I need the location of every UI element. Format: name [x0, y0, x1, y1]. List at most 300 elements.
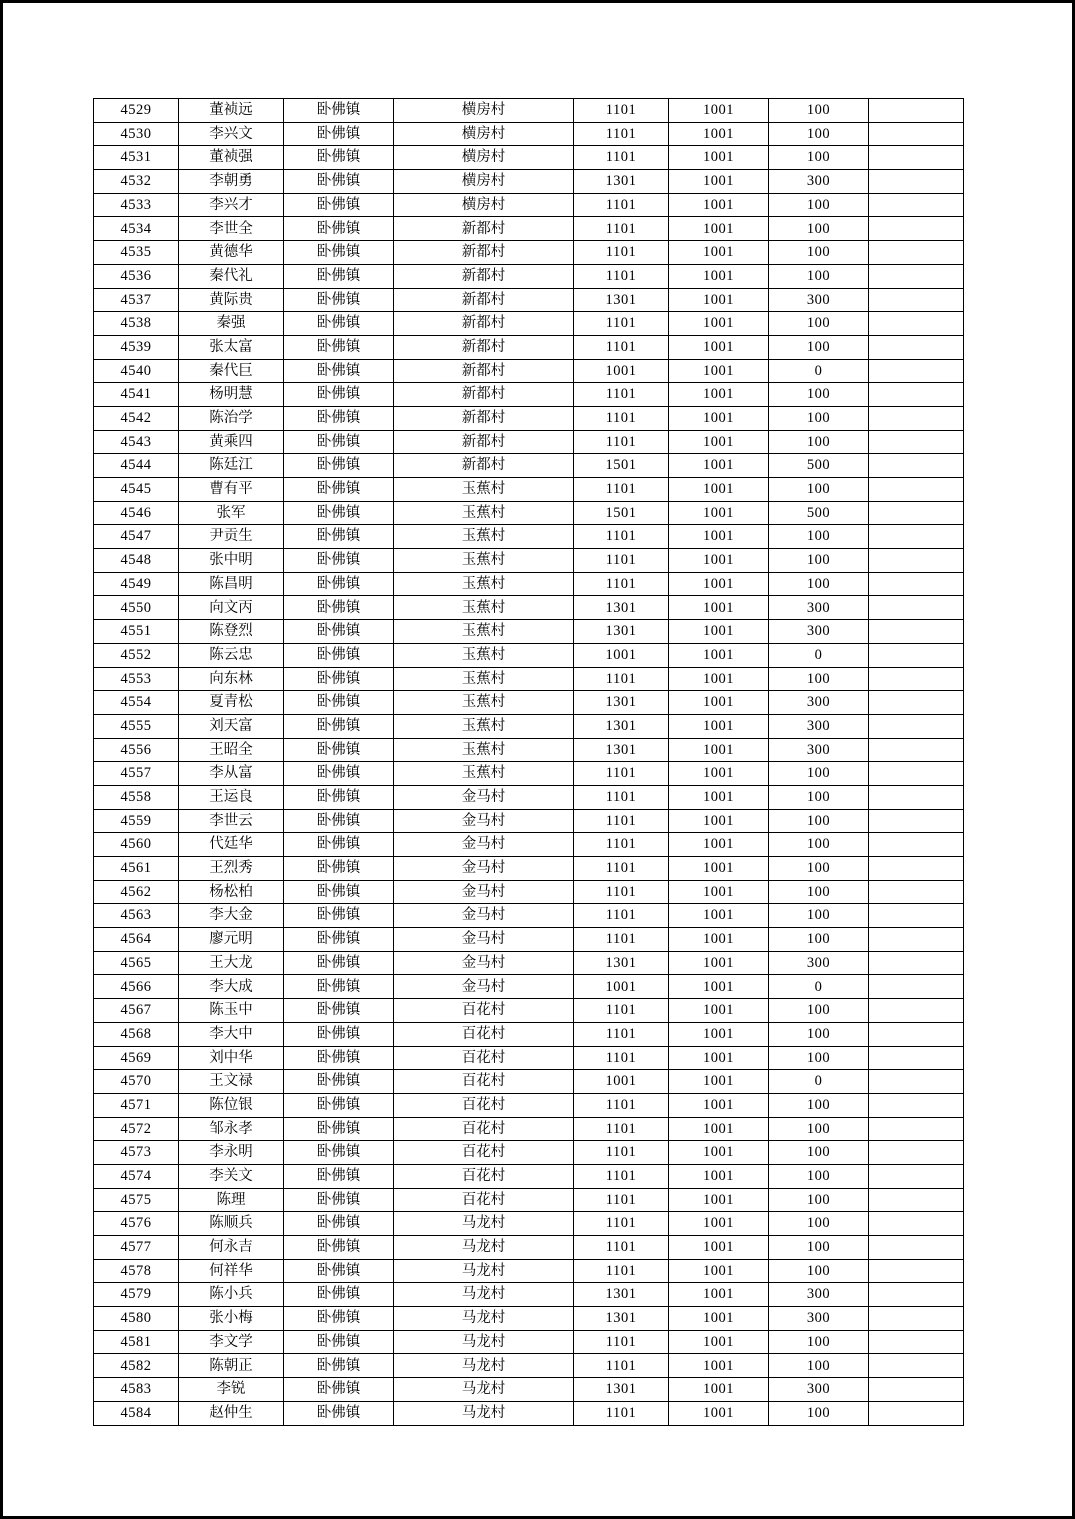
cell-name: 李兴文 [179, 122, 284, 146]
cell-town: 卧佛镇 [284, 1164, 394, 1188]
cell-name: 李兴才 [179, 193, 284, 217]
cell-serial: 4577 [94, 1236, 179, 1260]
cell-town: 卧佛镇 [284, 288, 394, 312]
cell-remark [869, 1117, 964, 1141]
cell-town: 卧佛镇 [284, 430, 394, 454]
table-row [94, 572, 964, 596]
cell-remark [869, 264, 964, 288]
cell-serial: 4557 [94, 762, 179, 786]
cell-village: 新都村 [394, 288, 574, 312]
cell-serial: 4533 [94, 193, 179, 217]
cell-village: 百花村 [394, 1046, 574, 1070]
cell-amount: 300 [769, 1283, 869, 1307]
cell-code-b: 1001 [669, 288, 769, 312]
cell-code-b: 1001 [669, 478, 769, 502]
cell-name: 杨松柏 [179, 880, 284, 904]
cell-remark [869, 1141, 964, 1165]
cell-remark [869, 525, 964, 549]
cell-town: 卧佛镇 [284, 1354, 394, 1378]
cell-serial: 4563 [94, 904, 179, 928]
table-row [94, 312, 964, 336]
cell-town: 卧佛镇 [284, 454, 394, 478]
cell-serial: 4534 [94, 217, 179, 241]
cell-amount: 300 [769, 951, 869, 975]
cell-name: 王大龙 [179, 951, 284, 975]
cell-village: 新都村 [394, 264, 574, 288]
cell-serial: 4541 [94, 383, 179, 407]
cell-town: 卧佛镇 [284, 1046, 394, 1070]
cell-name: 陈朝正 [179, 1354, 284, 1378]
cell-remark [869, 762, 964, 786]
cell-code-b: 1001 [669, 99, 769, 123]
cell-remark [869, 572, 964, 596]
cell-amount: 100 [769, 1354, 869, 1378]
cell-serial: 4568 [94, 1022, 179, 1046]
cell-code-a: 1301 [574, 714, 669, 738]
table-row [94, 833, 964, 857]
cell-village: 玉蕉村 [394, 620, 574, 644]
cell-code-b: 1001 [669, 122, 769, 146]
cell-town: 卧佛镇 [284, 643, 394, 667]
cell-serial: 4558 [94, 785, 179, 809]
cell-town: 卧佛镇 [284, 572, 394, 596]
cell-serial: 4540 [94, 359, 179, 383]
cell-remark [869, 359, 964, 383]
cell-code-b: 1001 [669, 904, 769, 928]
cell-village: 玉蕉村 [394, 501, 574, 525]
cell-code-a: 1101 [574, 406, 669, 430]
cell-code-b: 1001 [669, 1141, 769, 1165]
table-row [94, 1401, 964, 1425]
cell-name: 黄际贵 [179, 288, 284, 312]
cell-town: 卧佛镇 [284, 714, 394, 738]
cell-code-b: 1001 [669, 857, 769, 881]
table-row [94, 762, 964, 786]
cell-code-a: 1101 [574, 146, 669, 170]
cell-remark [869, 454, 964, 478]
cell-serial: 4546 [94, 501, 179, 525]
cell-name: 杨明慧 [179, 383, 284, 407]
cell-village: 马龙村 [394, 1378, 574, 1402]
cell-name: 廖元明 [179, 928, 284, 952]
cell-village: 横房村 [394, 146, 574, 170]
cell-remark [869, 549, 964, 573]
cell-name: 刘天富 [179, 714, 284, 738]
cell-amount: 100 [769, 1141, 869, 1165]
cell-code-a: 1101 [574, 1236, 669, 1260]
table-row [94, 406, 964, 430]
cell-code-b: 1001 [669, 359, 769, 383]
cell-remark [869, 1093, 964, 1117]
cell-code-a: 1301 [574, 620, 669, 644]
cell-village: 玉蕉村 [394, 549, 574, 573]
cell-remark [869, 170, 964, 194]
cell-town: 卧佛镇 [284, 501, 394, 525]
cell-village: 玉蕉村 [394, 525, 574, 549]
cell-village: 玉蕉村 [394, 478, 574, 502]
cell-remark [869, 1283, 964, 1307]
cell-amount: 100 [769, 122, 869, 146]
cell-serial: 4582 [94, 1354, 179, 1378]
cell-code-a: 1101 [574, 193, 669, 217]
cell-code-b: 1001 [669, 975, 769, 999]
table-row [94, 146, 964, 170]
table-row [94, 170, 964, 194]
cell-code-a: 1101 [574, 1022, 669, 1046]
cell-code-a: 1101 [574, 478, 669, 502]
cell-amount: 300 [769, 691, 869, 715]
table-row [94, 1022, 964, 1046]
cell-code-b: 1001 [669, 1188, 769, 1212]
cell-name: 刘中华 [179, 1046, 284, 1070]
cell-town: 卧佛镇 [284, 691, 394, 715]
table-row [94, 525, 964, 549]
cell-village: 金马村 [394, 833, 574, 857]
cell-serial: 4556 [94, 738, 179, 762]
table-row [94, 1212, 964, 1236]
cell-name: 李朝勇 [179, 170, 284, 194]
cell-village: 马龙村 [394, 1401, 574, 1425]
table-row [94, 975, 964, 999]
cell-code-b: 1001 [669, 762, 769, 786]
cell-serial: 4574 [94, 1164, 179, 1188]
cell-name: 赵仲生 [179, 1401, 284, 1425]
cell-village: 百花村 [394, 1117, 574, 1141]
cell-amount: 100 [769, 146, 869, 170]
cell-code-a: 1101 [574, 809, 669, 833]
cell-village: 马龙村 [394, 1236, 574, 1260]
cell-remark [869, 193, 964, 217]
cell-remark [869, 1046, 964, 1070]
records-table [93, 98, 964, 1426]
cell-amount: 500 [769, 501, 869, 525]
cell-code-b: 1001 [669, 572, 769, 596]
cell-serial: 4578 [94, 1259, 179, 1283]
cell-village: 百花村 [394, 1141, 574, 1165]
cell-village: 金马村 [394, 785, 574, 809]
cell-code-b: 1001 [669, 1307, 769, 1331]
cell-amount: 100 [769, 430, 869, 454]
cell-code-a: 1101 [574, 857, 669, 881]
table-row [94, 880, 964, 904]
cell-town: 卧佛镇 [284, 264, 394, 288]
cell-code-b: 1001 [669, 1022, 769, 1046]
cell-remark [869, 738, 964, 762]
cell-code-b: 1001 [669, 714, 769, 738]
cell-code-a: 1301 [574, 1307, 669, 1331]
cell-code-b: 1001 [669, 406, 769, 430]
cell-code-a: 1101 [574, 762, 669, 786]
cell-town: 卧佛镇 [284, 1093, 394, 1117]
cell-village: 玉蕉村 [394, 572, 574, 596]
cell-serial: 4573 [94, 1141, 179, 1165]
cell-name: 陈小兵 [179, 1283, 284, 1307]
cell-remark [869, 478, 964, 502]
cell-amount: 100 [769, 1093, 869, 1117]
cell-amount: 100 [769, 904, 869, 928]
table-row [94, 809, 964, 833]
cell-code-a: 1101 [574, 1093, 669, 1117]
cell-town: 卧佛镇 [284, 525, 394, 549]
table-row [94, 549, 964, 573]
cell-remark [869, 880, 964, 904]
cell-code-a: 1101 [574, 572, 669, 596]
cell-amount: 100 [769, 335, 869, 359]
cell-name: 秦代巨 [179, 359, 284, 383]
cell-town: 卧佛镇 [284, 549, 394, 573]
cell-amount: 100 [769, 809, 869, 833]
cell-village: 百花村 [394, 1164, 574, 1188]
cell-code-a: 1101 [574, 99, 669, 123]
cell-remark [869, 785, 964, 809]
cell-village: 横房村 [394, 193, 574, 217]
cell-code-b: 1001 [669, 1354, 769, 1378]
cell-amount: 100 [769, 833, 869, 857]
cell-town: 卧佛镇 [284, 406, 394, 430]
cell-village: 玉蕉村 [394, 762, 574, 786]
cell-village: 新都村 [394, 312, 574, 336]
cell-name: 李大中 [179, 1022, 284, 1046]
cell-remark [869, 312, 964, 336]
table-row [94, 738, 964, 762]
cell-serial: 4562 [94, 880, 179, 904]
cell-amount: 100 [769, 999, 869, 1023]
cell-code-a: 1001 [574, 1070, 669, 1094]
cell-code-a: 1101 [574, 335, 669, 359]
table-row [94, 264, 964, 288]
cell-serial: 4579 [94, 1283, 179, 1307]
cell-remark [869, 596, 964, 620]
cell-town: 卧佛镇 [284, 620, 394, 644]
cell-name: 陈顺兵 [179, 1212, 284, 1236]
cell-remark [869, 999, 964, 1023]
cell-remark [869, 146, 964, 170]
cell-code-b: 1001 [669, 596, 769, 620]
table-row [94, 951, 964, 975]
cell-village: 横房村 [394, 99, 574, 123]
cell-town: 卧佛镇 [284, 1378, 394, 1402]
cell-code-b: 1001 [669, 833, 769, 857]
cell-code-b: 1001 [669, 620, 769, 644]
cell-code-a: 1301 [574, 288, 669, 312]
cell-serial: 4561 [94, 857, 179, 881]
cell-name: 黄乘四 [179, 430, 284, 454]
table-row [94, 1259, 964, 1283]
table-row [94, 904, 964, 928]
cell-town: 卧佛镇 [284, 785, 394, 809]
cell-code-b: 1001 [669, 667, 769, 691]
cell-village: 马龙村 [394, 1283, 574, 1307]
cell-town: 卧佛镇 [284, 596, 394, 620]
cell-code-a: 1101 [574, 264, 669, 288]
cell-amount: 100 [769, 667, 869, 691]
cell-remark [869, 1401, 964, 1425]
cell-serial: 4554 [94, 691, 179, 715]
cell-amount: 100 [769, 264, 869, 288]
cell-town: 卧佛镇 [284, 170, 394, 194]
cell-village: 马龙村 [394, 1330, 574, 1354]
cell-town: 卧佛镇 [284, 667, 394, 691]
cell-serial: 4575 [94, 1188, 179, 1212]
cell-village: 横房村 [394, 170, 574, 194]
cell-amount: 300 [769, 288, 869, 312]
cell-code-b: 1001 [669, 525, 769, 549]
cell-serial: 4565 [94, 951, 179, 975]
table-row [94, 359, 964, 383]
cell-name: 张太富 [179, 335, 284, 359]
cell-town: 卧佛镇 [284, 999, 394, 1023]
cell-name: 代廷华 [179, 833, 284, 857]
cell-amount: 100 [769, 193, 869, 217]
cell-serial: 4569 [94, 1046, 179, 1070]
cell-amount: 300 [769, 738, 869, 762]
table-row [94, 1307, 964, 1331]
cell-name: 张军 [179, 501, 284, 525]
cell-remark [869, 928, 964, 952]
cell-name: 秦代礼 [179, 264, 284, 288]
cell-amount: 100 [769, 785, 869, 809]
cell-amount: 100 [769, 1022, 869, 1046]
cell-remark [869, 430, 964, 454]
cell-code-a: 1101 [574, 1141, 669, 1165]
cell-town: 卧佛镇 [284, 975, 394, 999]
table-row [94, 999, 964, 1023]
cell-village: 玉蕉村 [394, 643, 574, 667]
cell-serial: 4580 [94, 1307, 179, 1331]
cell-serial: 4549 [94, 572, 179, 596]
cell-remark [869, 1212, 964, 1236]
table-row [94, 1236, 964, 1260]
cell-town: 卧佛镇 [284, 1236, 394, 1260]
cell-code-b: 1001 [669, 454, 769, 478]
cell-serial: 4570 [94, 1070, 179, 1094]
cell-remark [869, 667, 964, 691]
cell-amount: 300 [769, 714, 869, 738]
cell-code-b: 1001 [669, 1401, 769, 1425]
cell-village: 金马村 [394, 857, 574, 881]
cell-village: 百花村 [394, 1070, 574, 1094]
cell-town: 卧佛镇 [284, 1141, 394, 1165]
cell-serial: 4584 [94, 1401, 179, 1425]
cell-code-b: 1001 [669, 1236, 769, 1260]
cell-remark [869, 951, 964, 975]
cell-town: 卧佛镇 [284, 217, 394, 241]
cell-name: 陈云忠 [179, 643, 284, 667]
table-row [94, 857, 964, 881]
cell-amount: 100 [769, 478, 869, 502]
table-row [94, 1070, 964, 1094]
cell-serial: 4551 [94, 620, 179, 644]
table-row [94, 596, 964, 620]
cell-code-a: 1101 [574, 1046, 669, 1070]
table-row [94, 928, 964, 952]
table-row [94, 643, 964, 667]
cell-name: 李文学 [179, 1330, 284, 1354]
cell-town: 卧佛镇 [284, 1401, 394, 1425]
cell-amount: 100 [769, 1164, 869, 1188]
cell-code-a: 1301 [574, 1378, 669, 1402]
table-row [94, 193, 964, 217]
cell-village: 新都村 [394, 241, 574, 265]
cell-serial: 4536 [94, 264, 179, 288]
cell-code-a: 1101 [574, 1117, 669, 1141]
cell-town: 卧佛镇 [284, 241, 394, 265]
cell-name: 王文禄 [179, 1070, 284, 1094]
cell-serial: 4532 [94, 170, 179, 194]
cell-remark [869, 975, 964, 999]
cell-name: 李锐 [179, 1378, 284, 1402]
table-row [94, 1330, 964, 1354]
cell-remark [869, 643, 964, 667]
table-row [94, 454, 964, 478]
table-row [94, 1117, 964, 1141]
cell-town: 卧佛镇 [284, 122, 394, 146]
cell-town: 卧佛镇 [284, 193, 394, 217]
cell-remark [869, 288, 964, 312]
cell-name: 董祯远 [179, 99, 284, 123]
cell-name: 张中明 [179, 549, 284, 573]
cell-name: 陈治学 [179, 406, 284, 430]
cell-code-a: 1101 [574, 999, 669, 1023]
cell-serial: 4572 [94, 1117, 179, 1141]
cell-name: 王昭全 [179, 738, 284, 762]
cell-amount: 100 [769, 928, 869, 952]
cell-name: 李大金 [179, 904, 284, 928]
cell-remark [869, 1259, 964, 1283]
cell-code-b: 1001 [669, 217, 769, 241]
cell-code-a: 1101 [574, 122, 669, 146]
cell-amount: 100 [769, 1259, 869, 1283]
table-row [94, 430, 964, 454]
cell-name: 李关文 [179, 1164, 284, 1188]
cell-code-b: 1001 [669, 264, 769, 288]
cell-code-b: 1001 [669, 241, 769, 265]
cell-village: 新都村 [394, 406, 574, 430]
cell-remark [869, 1330, 964, 1354]
cell-amount: 100 [769, 857, 869, 881]
cell-village: 玉蕉村 [394, 738, 574, 762]
cell-serial: 4550 [94, 596, 179, 620]
cell-serial: 4583 [94, 1378, 179, 1402]
cell-code-a: 1101 [574, 880, 669, 904]
cell-code-a: 1301 [574, 691, 669, 715]
cell-village: 马龙村 [394, 1212, 574, 1236]
cell-amount: 500 [769, 454, 869, 478]
cell-amount: 300 [769, 596, 869, 620]
table-row [94, 620, 964, 644]
cell-amount: 0 [769, 359, 869, 383]
cell-village: 马龙村 [394, 1259, 574, 1283]
cell-code-b: 1001 [669, 951, 769, 975]
table-row [94, 1188, 964, 1212]
cell-name: 董祯强 [179, 146, 284, 170]
cell-code-a: 1501 [574, 501, 669, 525]
cell-code-a: 1101 [574, 1164, 669, 1188]
cell-code-a: 1001 [574, 643, 669, 667]
table-row [94, 691, 964, 715]
cell-name: 李世云 [179, 809, 284, 833]
cell-serial: 4553 [94, 667, 179, 691]
cell-remark [869, 1022, 964, 1046]
cell-village: 马龙村 [394, 1307, 574, 1331]
cell-serial: 4535 [94, 241, 179, 265]
cell-town: 卧佛镇 [284, 1117, 394, 1141]
cell-name: 王运良 [179, 785, 284, 809]
table-row [94, 383, 964, 407]
cell-name: 陈玉中 [179, 999, 284, 1023]
cell-name: 陈理 [179, 1188, 284, 1212]
cell-serial: 4552 [94, 643, 179, 667]
